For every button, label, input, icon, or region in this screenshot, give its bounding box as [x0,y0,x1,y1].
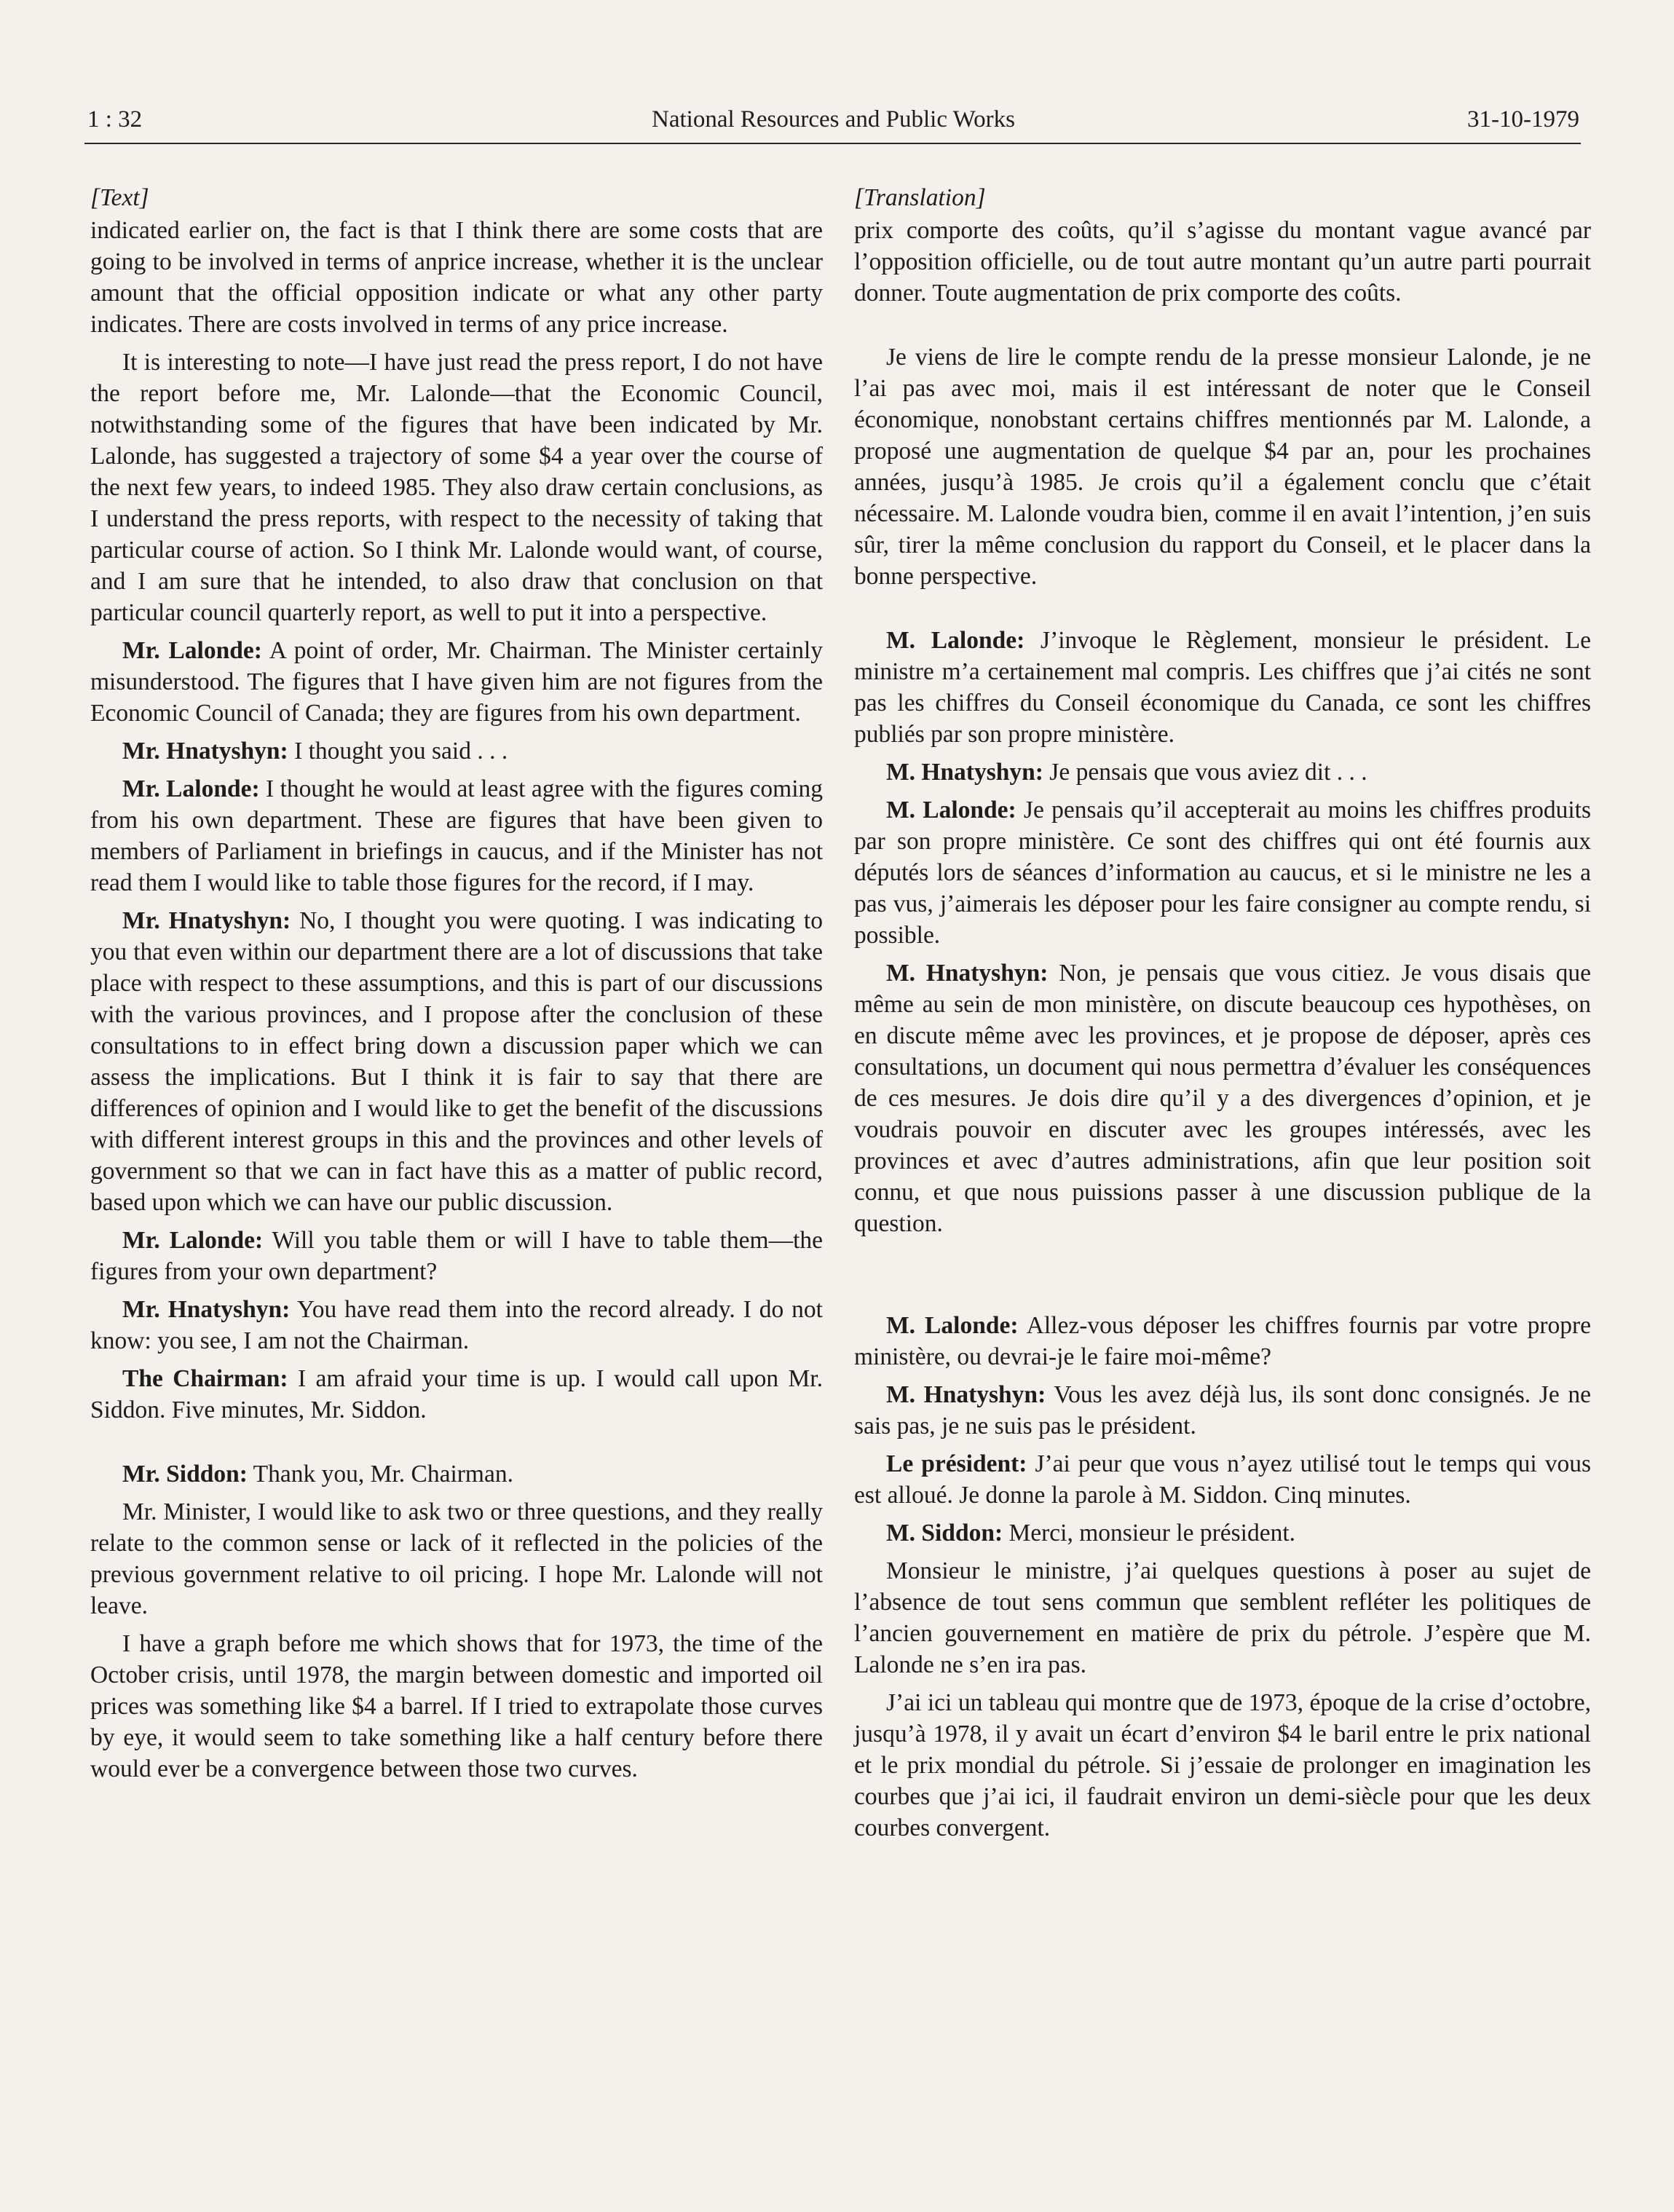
speaker-name: Mr. Lalonde: [122,637,262,664]
header-rule [84,143,1581,144]
speech-text: A point of order, Mr. Chairman. The Minister certainly misunderstood. The figures that I have given him are not figures from the Economic Council of Canada; they are figures from his own department. [90,637,824,727]
speech [90,1363,823,1426]
speaker-name: M. Hnatyshyn: [886,759,1043,786]
speech-text: I thought you said . . . [288,738,508,765]
speech-text: I am afraid your time is up. I would call upon Mr. Siddon. Five minutes, Mr. Siddon. [90,1365,823,1423]
speaker-name: Mr. Hnatyshyn: [122,907,291,934]
spacer [854,599,1591,625]
french-column [854,182,1591,1850]
paragraph: prix comporte des coûts, qu’il s’agisse du montant vague avancé par l’opposition officielle, ou de tout autre montant qu’un autre parti pourrait donner. Toute augmentation de prix comporte des coûts. [854,217,1591,307]
paragraph: Mr. Minister, I would like to ask two or three questions, and they really relate to the common sense or lack of it reflected in the policies of the previous government relative to oil pricing. I hope Mr. Lalonde will not leave. [90,1498,823,1619]
speech-text: Merci, monsieur le président. [1003,1520,1295,1547]
speaker-name: M. Hnatyshyn: [886,960,1049,987]
speech [854,957,1591,1239]
speaker-name: Le président: [886,1450,1027,1477]
english-column [90,182,823,1791]
speech [854,1310,1591,1372]
speech-text: No, I thought you were quoting. I was indicating to you that even within our department there are a lot of discussions that take place with respect to these assumptions, and this is part of our discussions with the various provinces, and I propose after the conclusion of these consultations to in effect bring down a discussion paper which we can assess the implications. But I think it is fair to say that there are differences of opinion and I would like to get the benefit of the discussions with different interest groups in this and the provinces and other levels of government so that we can in fact have this as a matter of public record, based upon which we can have our public discussion. [90,907,823,1216]
speaker-name: The Chairman: [122,1365,288,1392]
paragraph: Je viens de lire le compte rendu de la presse monsieur Lalonde, je ne l’ai pas avec moi, mais il est intéressant de noter que le Conseil économique, nonobstant certains chiffres mentionnés par M. Lalonde, a proposé une augmentation de quelque $4 par an, pour les prochaines années, jusqu’à 1985. Je crois qu’il a également conclu que c’était nécessaire. M. Lalonde voudra bien, comme il en avait l’intention, j’en suis sûr, tirer la même conclusion du rapport du Conseil, et le placer dans la bonne perspective. [854,344,1591,590]
speaker-name: Mr. Lalonde: [122,775,260,802]
column-label [90,182,823,213]
column-label [854,182,1591,213]
speech-text: Allez-vous déposer les chiffres fournis par votre propre ministère, ou devrai-je le faire moi-même? [854,1312,1592,1370]
speaker-name: M. Lalonde: [886,797,1016,823]
spacer [90,1432,823,1458]
paragraph: It is interesting to note—I have just read the press report, I do not have the report before me, Mr. Lalonde—that the Economic Council, notwithstanding some of the figures that have been indicated by Mr. Lalonde, has suggested a trajectory of some $4 a year over the course of the next few years, to indeed 1985. They also draw certain conclusions, as I understand the press reports, with respect to the necessity of taking that particular course of action. So I think Mr. Lalonde would want, of course, and I am sure that he intended, to also draw that conclusion on that particular council quarterly report, as well to put it into a perspective. [90,349,823,626]
page-number: 1 : 32 [87,106,143,133]
label-text: Text [100,184,140,211]
speech-text: Je pensais que vous aviez dit . . . [1043,759,1367,786]
speech [854,794,1591,951]
speaker-name: M. Lalonde: [886,627,1025,654]
speech [90,1294,823,1356]
speech-text: You have read them into the record already. I do not know: you see, I am not the Chairman. [90,1296,823,1354]
paragraph: indicated earlier on, the fact is that I think there are some costs that are going to be involved in terms of anprice increase, whether it is the unclear amount that the official opposition indicate or what any other party indicates. There are costs involved in terms of any price increase. [90,217,823,338]
speech [854,1517,1591,1549]
running-header [87,103,1579,144]
speech [90,1225,823,1287]
spacer [854,315,1591,341]
speaker-name: Mr. Siddon: [122,1461,248,1488]
speech-text: J’invoque le Règlement, monsieur le président. Le ministre m’a certainement mal compris. Les chiffres que j’ai cités ne sont pas les chiffres du Conseil économique du Canada, ce sont les chiffres publiés par son propre ministère. [854,627,1591,748]
speech [854,1379,1591,1442]
speaker-name: Mr. Lalonde: [122,1227,264,1254]
paragraph: I have a graph before me which shows that for 1973, the time of the October crisis, until 1978, the margin between domestic and imported oil prices was something like $4 a barrel. If I tried to extrapolate those curves by eye, it would seem to take something like a half century before there would ever be a convergence between those two curves. [90,1630,823,1782]
speech [854,757,1591,788]
speaker-name: M. Hnatyshyn: [886,1381,1046,1408]
date: 31-10-1979 [1467,106,1579,133]
page-title: National Resources and Public Works [652,106,1015,133]
speech-text: Thank you, Mr. Chairman. [247,1461,513,1488]
speech [90,1458,823,1490]
speaker-name: Mr. Hnatyshyn: [122,738,288,765]
bracket-open: [ [854,184,864,211]
speech [854,1448,1591,1511]
bracket-open: [ [90,184,100,211]
paragraph: Monsieur le ministre, j’ai quelques questions à poser au sujet de l’absence de tout sens commun que semblent refléter les politiques de l’ancien gouvernement en matière de prix du pétrole. J’espère que M. Lalonde ne s’en ira pas. [854,1557,1591,1678]
speech [90,635,823,729]
speaker-name: M. Lalonde: [886,1312,1019,1339]
speech [854,625,1591,750]
speech [90,905,823,1218]
bracket-close: ] [976,184,986,211]
bracket-close: ] [139,184,149,211]
speech [90,735,823,767]
speech [90,773,823,898]
speech-text: Je pensais qu’il accepterait au moins les chiffres produits par son propre ministère. Ce sont des chiffres qui ont été fournis aux députés lors de séances d’information au caucus, et si le ministre ne les a pas vus, j’aimerais les déposer pour les faire consigner au compte rendu, si possible. [854,797,1591,949]
speech-text: Non, je pensais que vous citiez. Je vous disais que même au sein de mon ministère, on discute beaucoup ces hypothèses, on en discute même avec les provinces, et je propose de déposer, après ces consultations, un document qui nous permettra d’évaluer les conséquences de ces mesures. Je dois dire qu’il y a des divergences d’opinion, et je voudrais pouvoir en discuter avec les groupes intéressés, avec les provinces et avec d’autres administrations, afin que leur position soit connu, et que nous puissions passer à une discussion publique de la question. [854,960,1592,1237]
speaker-name: Mr. Hnatyshyn: [122,1296,291,1323]
speech-text: Will you table them or will I have to table them—the figures from your own department? [90,1227,823,1285]
speaker-name: M. Siddon: [886,1520,1003,1547]
spacer [854,1246,1591,1310]
label-text: Translation [864,184,976,211]
paragraph: J’ai ici un tableau qui montre que de 1973, époque de la crise d’octobre, jusqu’à 1978, il y avait un écart d’environ $4 le baril entre le prix national et le prix mondial du pétrole. Si j’essaie de prolonger en imagination les courbes que j’ai ici, il faudrait environ un demi-siècle pour que les deux courbes convergent. [854,1689,1591,1841]
speech-text: J’ai peur que vous n’ayez utilisé tout le temps qui vous est alloué. Je donne la parole à M. Siddon. Cinq minutes. [854,1450,1591,1509]
speech-text: Vous les avez déjà lus, ils sont donc consignés. Je ne sais pas, je ne suis pas le président. [854,1381,1591,1439]
speech-text: I thought he would at least agree with the figures coming from his own department. These are figures that have been given to members of Parliament in briefings in caucus, and if the Minister has not read them I would like to table those figures for the record, if I may. [90,775,823,896]
